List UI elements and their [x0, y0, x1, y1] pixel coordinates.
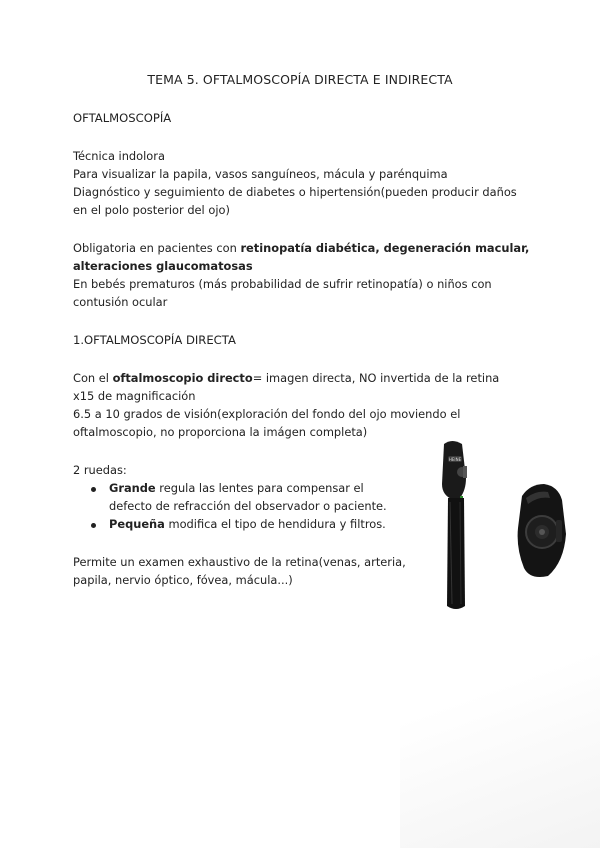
text-line: Permite un examen exhaustivo de la retina(venas, arteria,: [73, 555, 406, 569]
text-line: 2 ruedas:: [73, 463, 127, 477]
ophthalmoscope-image: [430, 438, 580, 618]
text-line: contusión ocular: [73, 295, 168, 309]
indication-bold: retinopatía diabética, degeneración macular,: [240, 241, 530, 255]
page-title: TEMA 5. OFTALMOSCOPÍA DIRECTA E INDIRECTA: [147, 72, 453, 87]
bullet-icon: [91, 523, 96, 528]
indication-prefix: Obligatoria en pacientes con: [73, 241, 241, 255]
ophthalmoscope-side-icon: [442, 441, 467, 609]
text-line: 6.5 a 10 grados de visión(exploración del fondo del ojo moviendo el: [73, 407, 461, 421]
ophthalmoscope-head-icon: [518, 484, 566, 577]
bullet-bold: Grande: [109, 481, 156, 495]
text-line: papila, nervio óptico, fóvea, mácula...): [73, 573, 293, 587]
text-line: oftalmoscopio, no proporciona la imágen completa): [73, 425, 368, 439]
text-line: en el polo posterior del ojo): [73, 203, 230, 217]
text-line: Diagnóstico y seguimiento de diabetes o hipertensión(pueden producir daños: [73, 185, 517, 199]
intro-suffix: = imagen directa, NO invertida de la retina: [252, 371, 500, 385]
bullet-item: [109, 481, 364, 495]
bullet-text: regula las lentes para compensar el: [155, 481, 364, 495]
section-heading-oftalmoscopia: OFTALMOSCOPÍA: [73, 111, 172, 125]
text-line: Técnica indolora: [73, 149, 165, 163]
text-line: Para visualizar la papila, vasos sanguíneos, mácula y parénquima: [73, 167, 448, 181]
bullet-bold: Pequeña: [109, 517, 165, 531]
text-line: x15 de magnificación: [73, 389, 196, 403]
bullet-text: modifica el tipo de hendidura y filtros.: [164, 517, 386, 531]
intro-bold: oftalmoscopio directo: [112, 371, 253, 385]
page-shadow: [400, 588, 600, 848]
indication-bold: alteraciones glaucomatosas: [73, 259, 253, 273]
indication-line: [73, 241, 529, 255]
svg-text:HEINE: HEINE: [448, 457, 462, 462]
bullet-text-cont: defecto de refracción del observador o paciente.: [109, 499, 387, 513]
text-line: En bebés prematuros (más probabilidad de sufrir retinopatía) o niños con: [73, 277, 492, 291]
bullet-item: [109, 517, 386, 531]
section-heading-directa: 1.OFTALMOSCOPÍA DIRECTA: [73, 333, 236, 347]
indication-line: [73, 259, 253, 273]
intro-prefix: Con el: [73, 371, 113, 385]
bullet-icon: [91, 487, 96, 492]
intro-line: [73, 371, 499, 385]
